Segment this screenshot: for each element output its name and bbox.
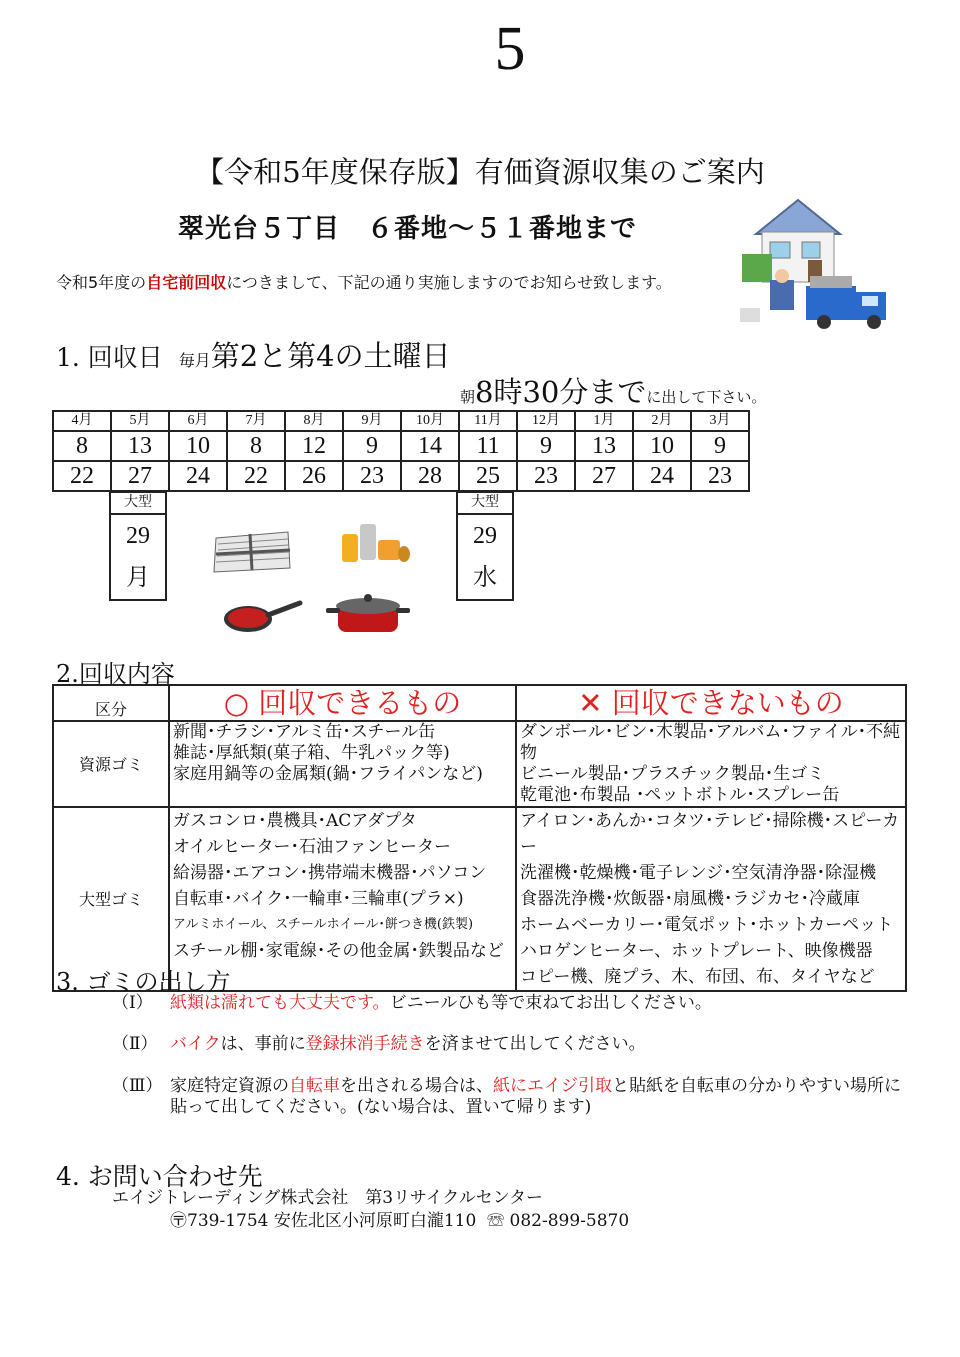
ng-cell xyxy=(516,721,906,807)
ng-item: ダンボール･ビン･木製品･アルバム･ファイル･不純物 xyxy=(520,722,901,763)
calendar-month-cell: 12月 xyxy=(517,411,575,431)
calendar-month-cell: 11月 xyxy=(459,411,517,431)
rule-text: を済ませて出してください。 xyxy=(424,1034,646,1054)
section1-title: 1. 回収日 xyxy=(56,343,163,372)
section2-heading: 2.回収内容 xyxy=(56,660,175,688)
intro-pre: 令和5年度の xyxy=(56,273,147,292)
calendar-day-cell: 11 xyxy=(459,431,517,461)
calendar-day-cell: 26 xyxy=(285,461,343,491)
calendar-month-cell: 6月 xyxy=(169,411,227,431)
ok-item: スチール棚･家電線･その他金属･鉄製品など xyxy=(173,941,504,961)
ok-item: 家庭用鍋等の金属類(鍋･フライパンなど) xyxy=(173,764,483,784)
monthly-label: 毎月 xyxy=(178,351,211,370)
calendar-day-cell: 8 xyxy=(53,431,111,461)
rule-highlight: 紙類は濡れても大丈夫です。 xyxy=(170,993,390,1013)
large-collection-nov xyxy=(456,491,514,601)
ok-item: 自転車･バイク･一輪車･三輪車(プラ×) xyxy=(173,889,464,909)
calendar-day-cell: 10 xyxy=(169,431,227,461)
calendar-day-cell: 9 xyxy=(343,431,401,461)
newspaper-bundle-image xyxy=(210,522,294,578)
calendar-second-row xyxy=(53,461,749,491)
time-pre: 朝 xyxy=(460,388,476,406)
calendar-month-cell: 5月 xyxy=(111,411,169,431)
calendar-month-cell: 2月 xyxy=(633,411,691,431)
rule-3 xyxy=(112,1076,912,1120)
large-label: 大型 xyxy=(458,493,512,515)
ng-item: アイロン･あんか･コタツ･テレビ･掃除機･スピーカー xyxy=(520,811,900,857)
section3-heading: 3. ゴミの出し方 xyxy=(56,968,231,996)
calendar-day-cell: 13 xyxy=(111,431,169,461)
rule-highlight: バイク xyxy=(170,1034,221,1054)
ok-item: 雑誌･厚紙類(菓子箱、牛乳パック等) xyxy=(173,743,450,763)
ok-item: 給湯器･エアコン･携帯端末機器･パソコン xyxy=(173,863,487,883)
calendar-day-cell: 9 xyxy=(691,431,749,461)
contact-info xyxy=(112,1187,629,1233)
area-subtitle: 翠光台５丁目 ６番地～５１番地まで xyxy=(178,214,638,244)
pot-image xyxy=(324,588,412,638)
collection-items-table xyxy=(52,684,907,992)
ng-item: ハロゲンヒーター、ホットプレート、映像機器 xyxy=(520,941,873,961)
rule-text: は、事前に xyxy=(220,1034,306,1054)
large-day: 29 xyxy=(473,523,497,549)
rule-highlight: 自転車 xyxy=(289,1076,340,1096)
large-weekday: 月 xyxy=(126,565,150,591)
ng-item: ホームベーカリー･電気ポット･ホットカーペット xyxy=(520,915,894,935)
section4-heading: 4. お問い合わせ先 xyxy=(56,1162,263,1191)
address-line xyxy=(112,1210,629,1233)
time-instruction xyxy=(460,370,766,411)
calendar-day-cell: 22 xyxy=(227,461,285,491)
calendar-day-cell: 9 xyxy=(517,431,575,461)
page-number: 5 xyxy=(494,15,526,83)
calendar-month-cell: 3月 xyxy=(691,411,749,431)
large-day: 29 xyxy=(126,523,150,549)
intro-bold: 自宅前回収 xyxy=(146,273,227,292)
ng-item: 食器洗浄機･炊飯器･扇風機･ラジカセ･冷蔵庫 xyxy=(520,889,860,909)
frying-pan-image xyxy=(222,595,304,637)
calendar-day-cell: 23 xyxy=(343,461,401,491)
page-title: 【令和5年度保存版】有価資源収集のご案内 xyxy=(195,155,765,189)
calendar-day-cell: 23 xyxy=(691,461,749,491)
calendar-month-cell: 1月 xyxy=(575,411,633,431)
ng-item: 乾電池･布製品 ･ペットボトル･スプレー缶 xyxy=(520,785,840,805)
rule-text: と貼紙を自転車の分かりやすい場所に貼って出してください。(ない場合は、置いて帰ります) xyxy=(170,1076,901,1117)
rule-number: （Ⅲ） xyxy=(112,1076,163,1096)
phone-number: ☏ 082-899-5870 xyxy=(487,1211,630,1231)
calendar-day-cell: 27 xyxy=(111,461,169,491)
rule-1 xyxy=(112,993,912,1015)
calendar-day-cell: 14 xyxy=(401,431,459,461)
rule-number: （Ⅰ） xyxy=(112,993,153,1013)
house-truck-illustration xyxy=(736,196,906,334)
collection-days: 第2と第4の土曜日 xyxy=(210,339,451,373)
large-weekday: 水 xyxy=(473,565,497,591)
calendar-month-cell: 10月 xyxy=(401,411,459,431)
ng-item: ビニール製品･プラスチック製品･生ゴミ xyxy=(520,764,825,784)
ng-item: コピー機、廃プラ、木、布団、布、タイヤなど xyxy=(520,967,875,987)
calendar-first-row xyxy=(53,431,749,461)
category-header: 区分 xyxy=(53,685,169,721)
calendar-day-cell: 28 xyxy=(401,461,459,491)
ok-cell xyxy=(169,721,516,807)
category-cell: 大型ゴミ xyxy=(53,807,169,991)
ng-cell xyxy=(516,807,906,991)
ng-item: 洗濯機･乾燥機･電子レンジ･空気清浄器･除湿機 xyxy=(520,863,877,883)
address: 〶739-1754 安佐北区小河原町白瀧110 xyxy=(170,1211,477,1231)
calendar-months-row xyxy=(53,411,749,431)
calendar-table xyxy=(52,410,750,492)
calendar-day-cell: 10 xyxy=(633,431,691,461)
ok-header: ○ 回収できるもの xyxy=(169,685,516,721)
time-post: に出して下さい。 xyxy=(646,388,767,406)
large-label: 大型 xyxy=(111,493,165,515)
calendar-day-cell: 22 xyxy=(53,461,111,491)
calendar-day-cell: 8 xyxy=(227,431,285,461)
calendar-day-cell: 12 xyxy=(285,431,343,461)
calendar-month-cell: 8月 xyxy=(285,411,343,431)
calendar-month-cell: 4月 xyxy=(53,411,111,431)
calendar-day-cell: 27 xyxy=(575,461,633,491)
calendar-month-cell: 9月 xyxy=(343,411,401,431)
ok-item: オイルヒーター･石油ファンヒーター xyxy=(173,837,451,857)
ok-item: 新聞･チラシ･アルミ缶･スチール缶 xyxy=(173,722,436,742)
time-deadline: 8時30分まで xyxy=(475,375,647,409)
large-collection-may xyxy=(109,491,167,601)
category-cell: 資源ゴミ xyxy=(53,721,169,807)
rule-2 xyxy=(112,1034,912,1056)
calendar-day-cell: 23 xyxy=(517,461,575,491)
items-header-row xyxy=(53,685,906,721)
intro-text xyxy=(56,270,672,293)
calendar-day-cell: 13 xyxy=(575,431,633,461)
rule-highlight: 紙にエイジ引取 xyxy=(493,1076,612,1096)
ok-item: ガスコンロ･農機具･ACアダプタ xyxy=(173,811,417,831)
section1-heading xyxy=(56,334,451,375)
rule-number: （Ⅱ） xyxy=(112,1034,158,1054)
resource-waste-row xyxy=(53,721,906,807)
intro-post: につきまして、下記の通り実施しますのでお知らせ致します。 xyxy=(226,273,672,292)
calendar-month-cell: 7月 xyxy=(227,411,285,431)
calendar-day-cell: 24 xyxy=(169,461,227,491)
ng-header: ✕ 回収できないもの xyxy=(516,685,906,721)
cans-image xyxy=(338,518,410,566)
rule-text: を出される場合は、 xyxy=(340,1076,493,1096)
calendar-day-cell: 24 xyxy=(633,461,691,491)
rule-text: 家庭特定資源の xyxy=(170,1076,289,1096)
calendar-day-cell: 25 xyxy=(459,461,517,491)
ok-item: アルミホイール、スチールホイール･餅つき機(鉄製) xyxy=(173,917,474,932)
company-name: エイジトレーディング株式会社 第3リサイクルセンター xyxy=(112,1188,544,1208)
rule-highlight: 登録抹消手続き xyxy=(305,1034,425,1054)
rule-text: ビニールひも等で束ねてお出しください。 xyxy=(389,993,712,1013)
